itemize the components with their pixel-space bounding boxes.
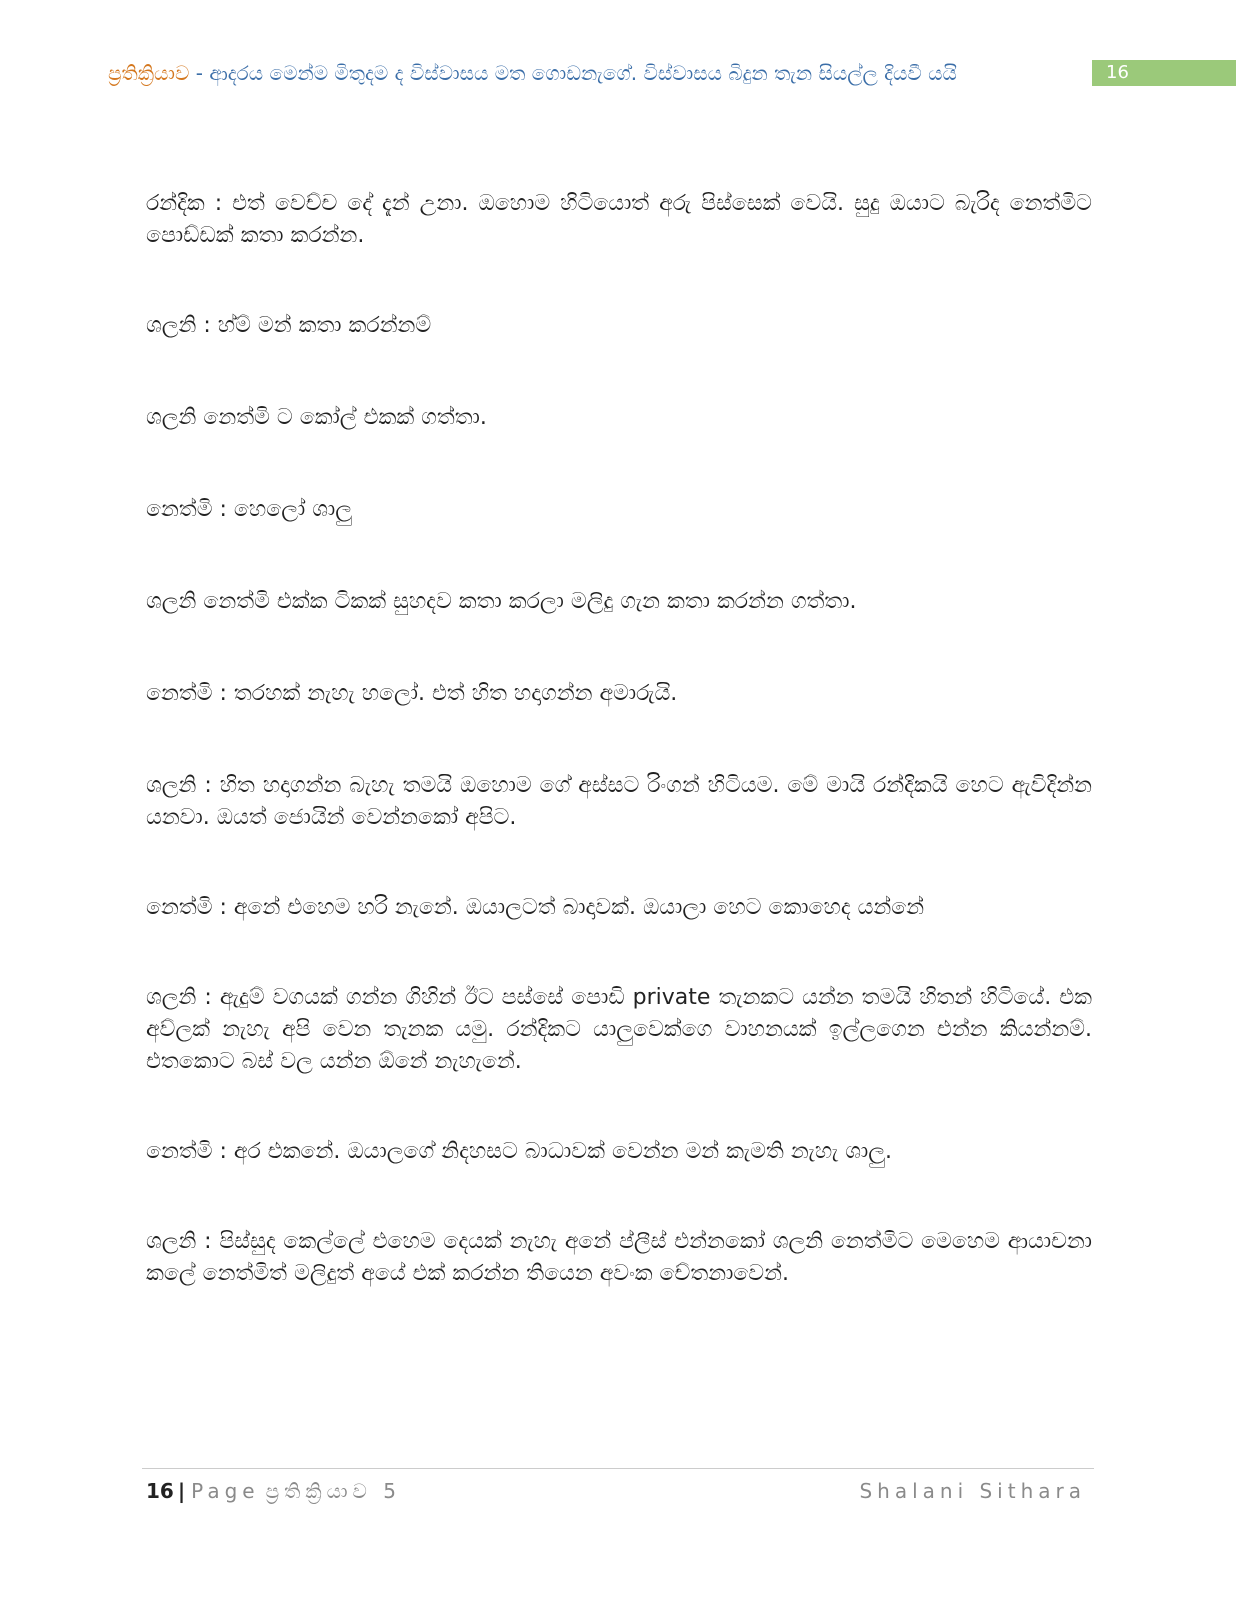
dialogue-paragraph: නෙත්මි : තරහක් නැහැ හලෝ. එත් හිත හදාගන්න අමාරුයි. — [146, 681, 678, 706]
header-text — [108, 60, 1078, 86]
narration-paragraph: ශලනි නෙත්මි ට කෝල් එකක් ගත්තා. — [146, 405, 487, 430]
dialogue-paragraph: ශලනි : ඇදුම් වගයක් ගන්න ගිහින් ඊට පස්සේ පොඩි private තැනකට යන්න තමයි හිතන් හිටියේ. එක අව්ලක් නැහැ අපි වෙන තැනක යමු. රන්දිකට යාලුවෙක්ගෙ වාහනයක් ඉල්ලගෙන එන්න කියන්නම්. එතකොට බස් වල යන්න ඕනේ නැහැනේ. — [146, 985, 1092, 1074]
dialogue-paragraph: ශලනි : හ්ම් මන් කතා කරන්නම් — [146, 313, 432, 338]
dialogue-paragraph: ශලනි : පිස්සුද කෙල්ලේ එහෙම දෙයක් නැහැ අනේ ප්ලීස් එන්නකෝ ශලනි නෙත්මිට මෙහෙම ආයාචනා කලේ නෙත්මිත් මලිදුත් අයේ එක් කරන්න තියෙන අවංක චේතනාවෙන්. — [146, 1229, 1092, 1286]
footer-page-number: 16 — [146, 1479, 174, 1503]
book-tagline: ආදරය මෙන්ම මිතුදම ද විස්වාසය මත ගොඩනැගේ. විස්වාසය බිදුන තැන සියල්ල දියවී යයි — [209, 61, 957, 85]
footer-author: Shalani Sithara — [859, 1479, 1086, 1503]
narration-paragraph: ශලනි නෙත්මි එක්ක ටිකක් සුහදව කතා කරලා මලිදු ගැන කතා කරන්න ගත්තා. — [146, 589, 857, 614]
dialogue-paragraph: නෙත්මි : අර එකනේ. ඔයාලගේ නිදහසට බාධාවක් වෙන්න මන් කැමති නැහැ ශාලු. — [146, 1139, 893, 1164]
dialogue-paragraph: නෙත්මි : අනේ එහෙම හරි නැනේ. ඔයාලටත් බාදාවක්. ඔයාලා හෙට කොහෙද යන්නේ — [146, 895, 925, 920]
footer-divider — [142, 1468, 1094, 1469]
dialogue-paragraph: ශලනි : හිත හදාගන්න බැහැ තමයි ඔහොම ගේ අස්සට රිංගන් හිටියම. මේ මායි රන්දිකයි හෙට ඇවිදින්න යනවා. ඔයත් ජොයින් වෙන්නකෝ අපිට. — [146, 773, 1092, 830]
footer-page-label: Page — [191, 1479, 260, 1503]
page-header — [0, 56, 1236, 88]
footer-book-title: ප්‍රතික්‍රියාව 5 — [265, 1479, 402, 1503]
page-body — [146, 188, 1092, 1290]
header-page-number: 16 — [1092, 60, 1236, 86]
dialogue-paragraph: රන්දික : එත් වෙච්ච දේ දැන් උනා. ඔහොම හිටියොත් අරු පිස්සෙක් වෙයි. සුදු ඔයාට බැරිද නෙත්මිට පොඩ්ඩක් කතා කරන්න. — [146, 191, 1092, 248]
footer-separator: | — [177, 1479, 186, 1503]
dialogue-paragraph: නෙත්මි : හෙලෝ ශාලු — [146, 497, 352, 522]
page-footer — [146, 1476, 1086, 1506]
book-title: ප්‍රතික්‍රියාව — [108, 61, 190, 85]
footer-page-info — [146, 1476, 401, 1506]
header-separator: - — [189, 61, 210, 85]
